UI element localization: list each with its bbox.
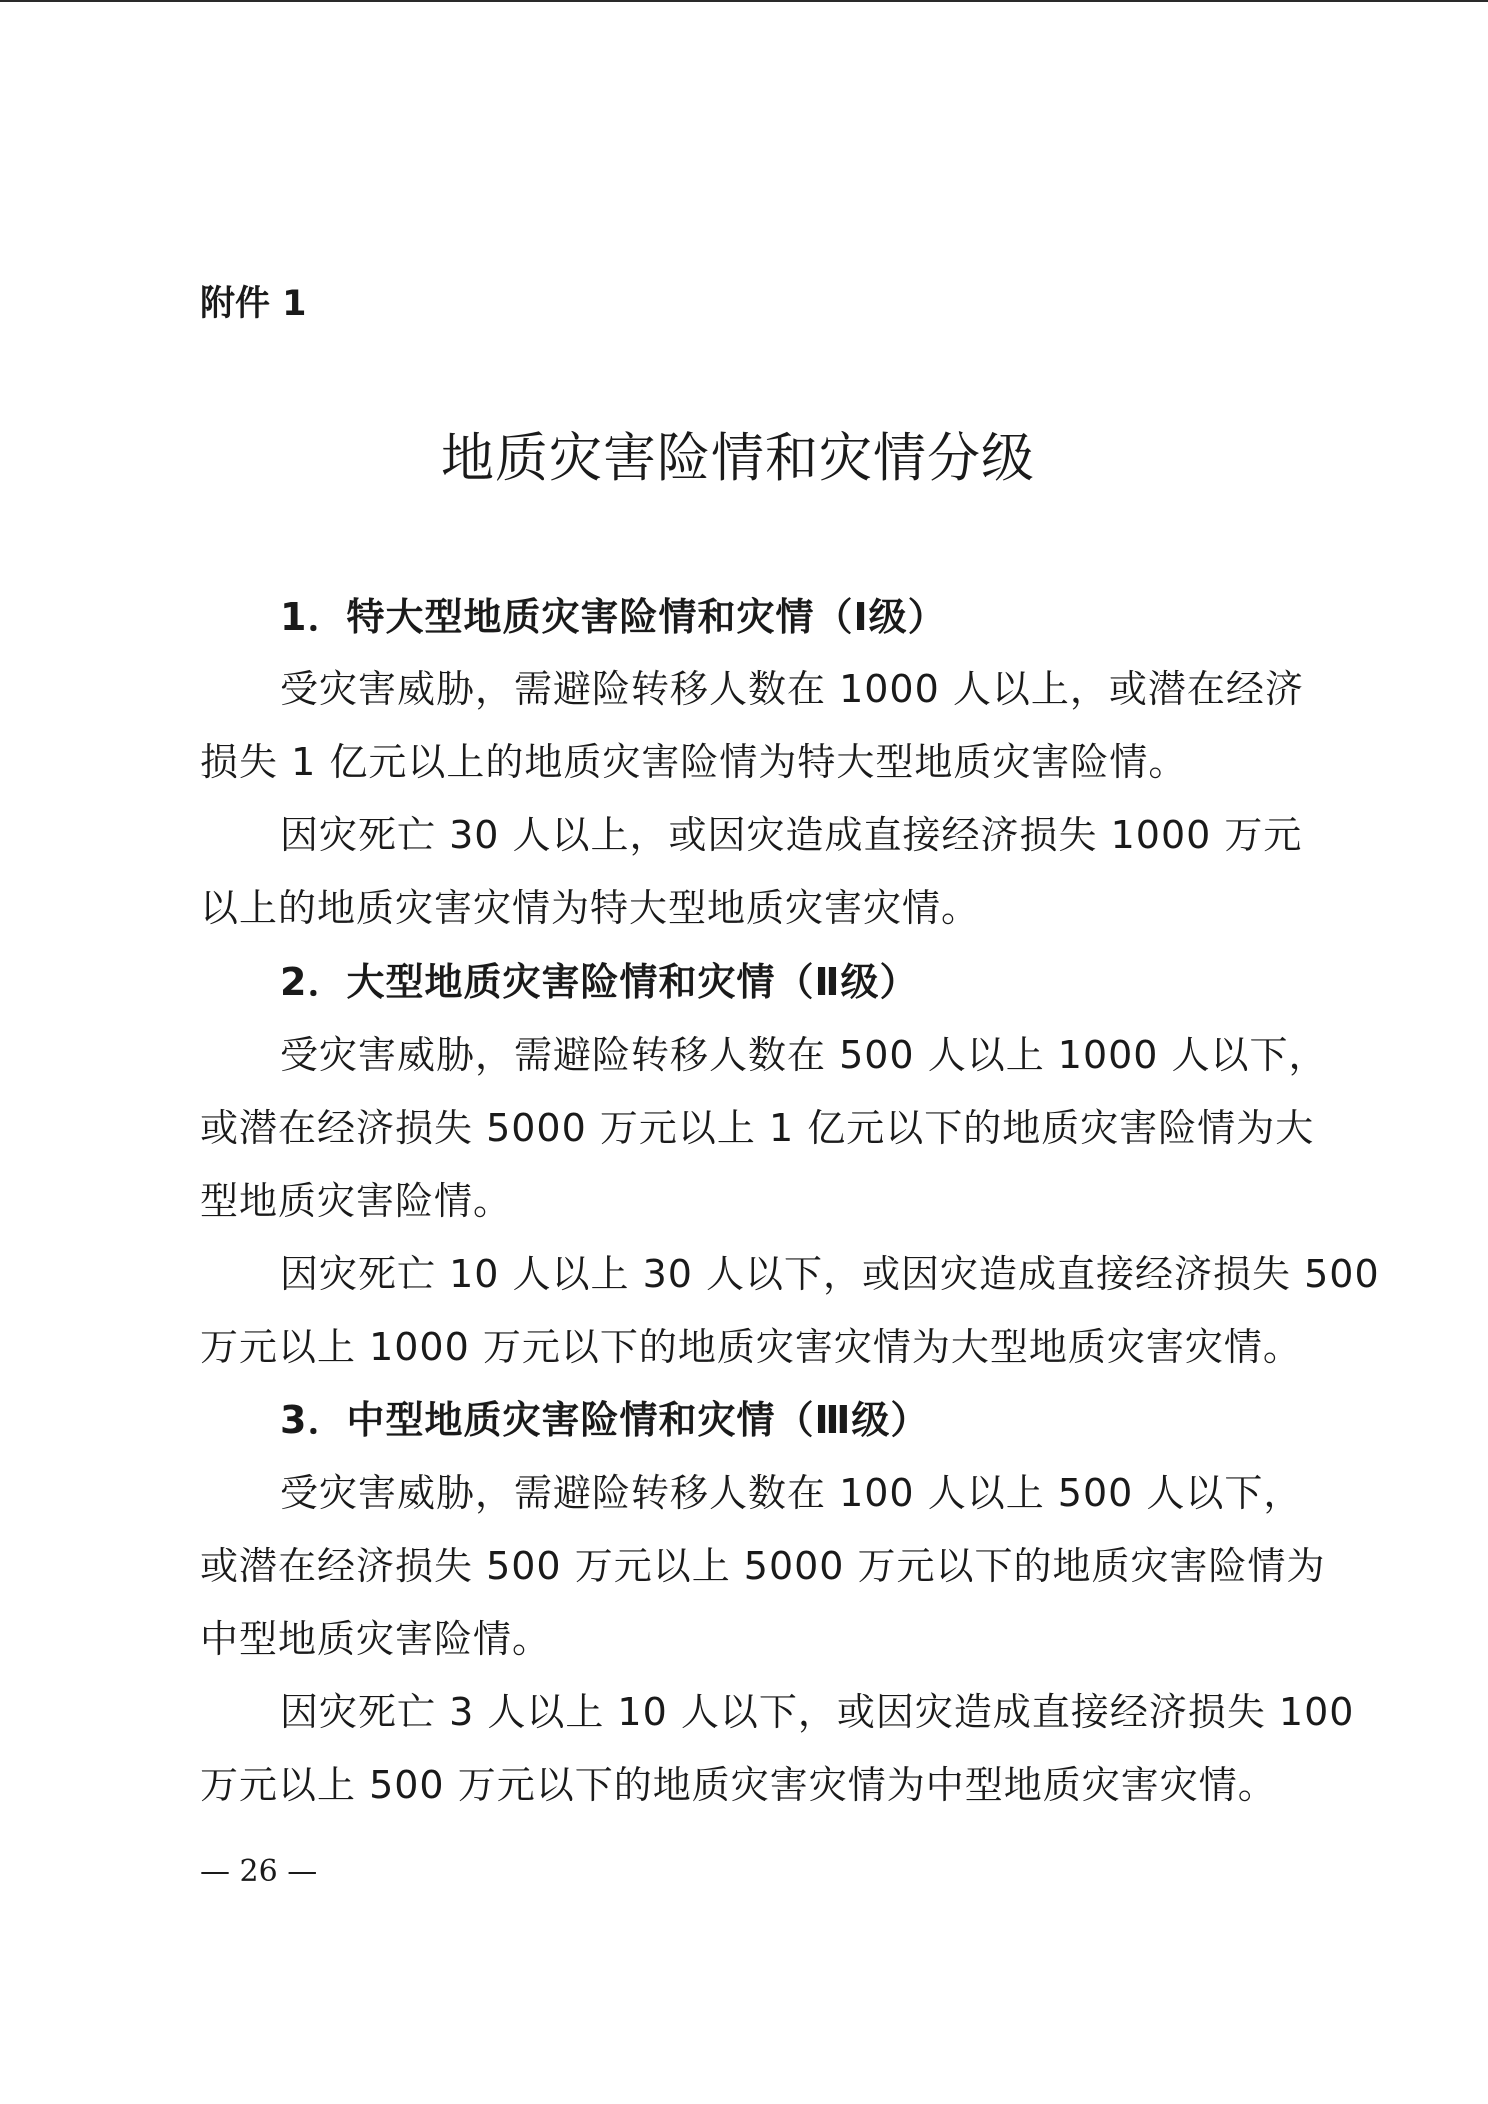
- page-top-border: [0, 0, 1488, 2]
- page-title: 地质灾害险情和灾情分级: [441, 428, 1035, 489]
- paragraph-line: 因灾死亡 10 人以上 30 人以下，或因灾造成直接经济损失 500: [280, 1252, 1380, 1296]
- paragraph-line: 因灾死亡 30 人以上，或因灾造成直接经济损失 1000 万元: [280, 813, 1303, 857]
- section-heading-level-2: 2．大型地质灾害险情和灾情（Ⅱ级）: [280, 960, 919, 1004]
- paragraph-line: 中型地质灾害险情。: [200, 1617, 552, 1661]
- paragraph-line: 或潜在经济损失 5000 万元以上 1 亿元以下的地质灾害险情为大: [200, 1106, 1315, 1150]
- paragraph-line: 受灾害威胁，需避险转移人数在 100 人以上 500 人以下，: [280, 1471, 1303, 1515]
- paragraph-line: 以上的地质灾害灾情为特大型地质灾害灾情。: [200, 886, 981, 930]
- paragraph-line: 因灾死亡 3 人以上 10 人以下，或因灾造成直接经济损失 100: [280, 1690, 1355, 1734]
- attachment-label: 附件 1: [200, 284, 307, 324]
- paragraph-line: 或潜在经济损失 500 万元以上 5000 万元以下的地质灾害险情为: [200, 1544, 1326, 1588]
- section-heading-level-3: 3．中型地质灾害险情和灾情（Ⅲ级）: [280, 1398, 930, 1442]
- paragraph-line: 万元以上 500 万元以下的地质灾害灾情为中型地质灾害灾情。: [200, 1763, 1277, 1807]
- paragraph-line: 损失 1 亿元以上的地质灾害险情为特大型地质灾害险情。: [200, 740, 1188, 784]
- paragraph-line: 受灾害威胁，需避险转移人数在 500 人以上 1000 人以下，: [280, 1033, 1328, 1077]
- paragraph-line: 万元以上 1000 万元以下的地质灾害灾情为大型地质灾害灾情。: [200, 1325, 1302, 1369]
- paragraph-line: 受灾害威胁，需避险转移人数在 1000 人以上，或潜在经济: [280, 667, 1304, 711]
- section-heading-level-1: 1．特大型地质灾害险情和灾情（Ⅰ级）: [280, 595, 947, 639]
- page-number: — 26 —: [200, 1854, 318, 1889]
- paragraph-line: 型地质灾害险情。: [200, 1179, 513, 1223]
